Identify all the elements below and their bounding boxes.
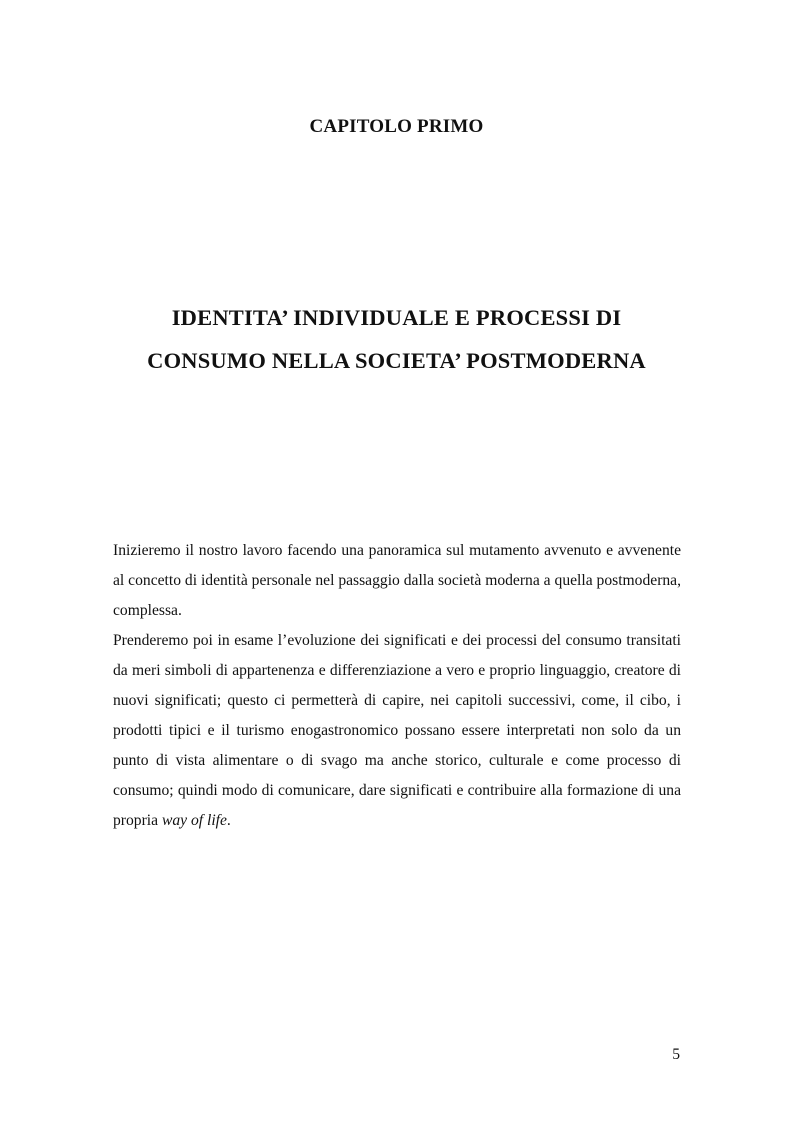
paragraph-1: Inizieremo il nostro lavoro facendo una panoramica sul mutamento avvenuto e avvenente al concetto di identità personale nel passaggio dalla società moderna a quella postmoderna, complessa.: [113, 542, 681, 619]
chapter-title: [0, 296, 793, 382]
chapter-title-line-1: IDENTITA’ INDIVIDUALE E PROCESSI DI: [171, 305, 622, 330]
chapter-label: CAPITOLO PRIMO: [309, 116, 484, 137]
page-number: 5: [672, 1046, 680, 1063]
body-text: [113, 536, 681, 836]
chapter-title-line-2: CONSUMO NELLA SOCIETA’ POSTMODERNA: [147, 348, 646, 373]
paragraph-2-italic: way of life: [161, 812, 227, 829]
paragraph-2-text: Prenderemo poi in esame l’evoluzione dei significati e dei processi del consumo transitati da meri simboli di appartenenza e differenziazione a vero e proprio linguaggio, creatore di nuovi significati; questo ci permetterà di capire, nei capitoli successivi, come, il cibo, i prodotti tipici e il turismo enogastronomico possano essere interpretati non solo da un punto di vista alimentare o di svago ma anche storico, culturale e come processo di consumo; quindi modo di comunicare, dare significati e contribuire alla formazione di una propria: [113, 632, 681, 829]
paragraph-2-end: .: [226, 812, 231, 829]
paragraph-2: [113, 626, 681, 836]
